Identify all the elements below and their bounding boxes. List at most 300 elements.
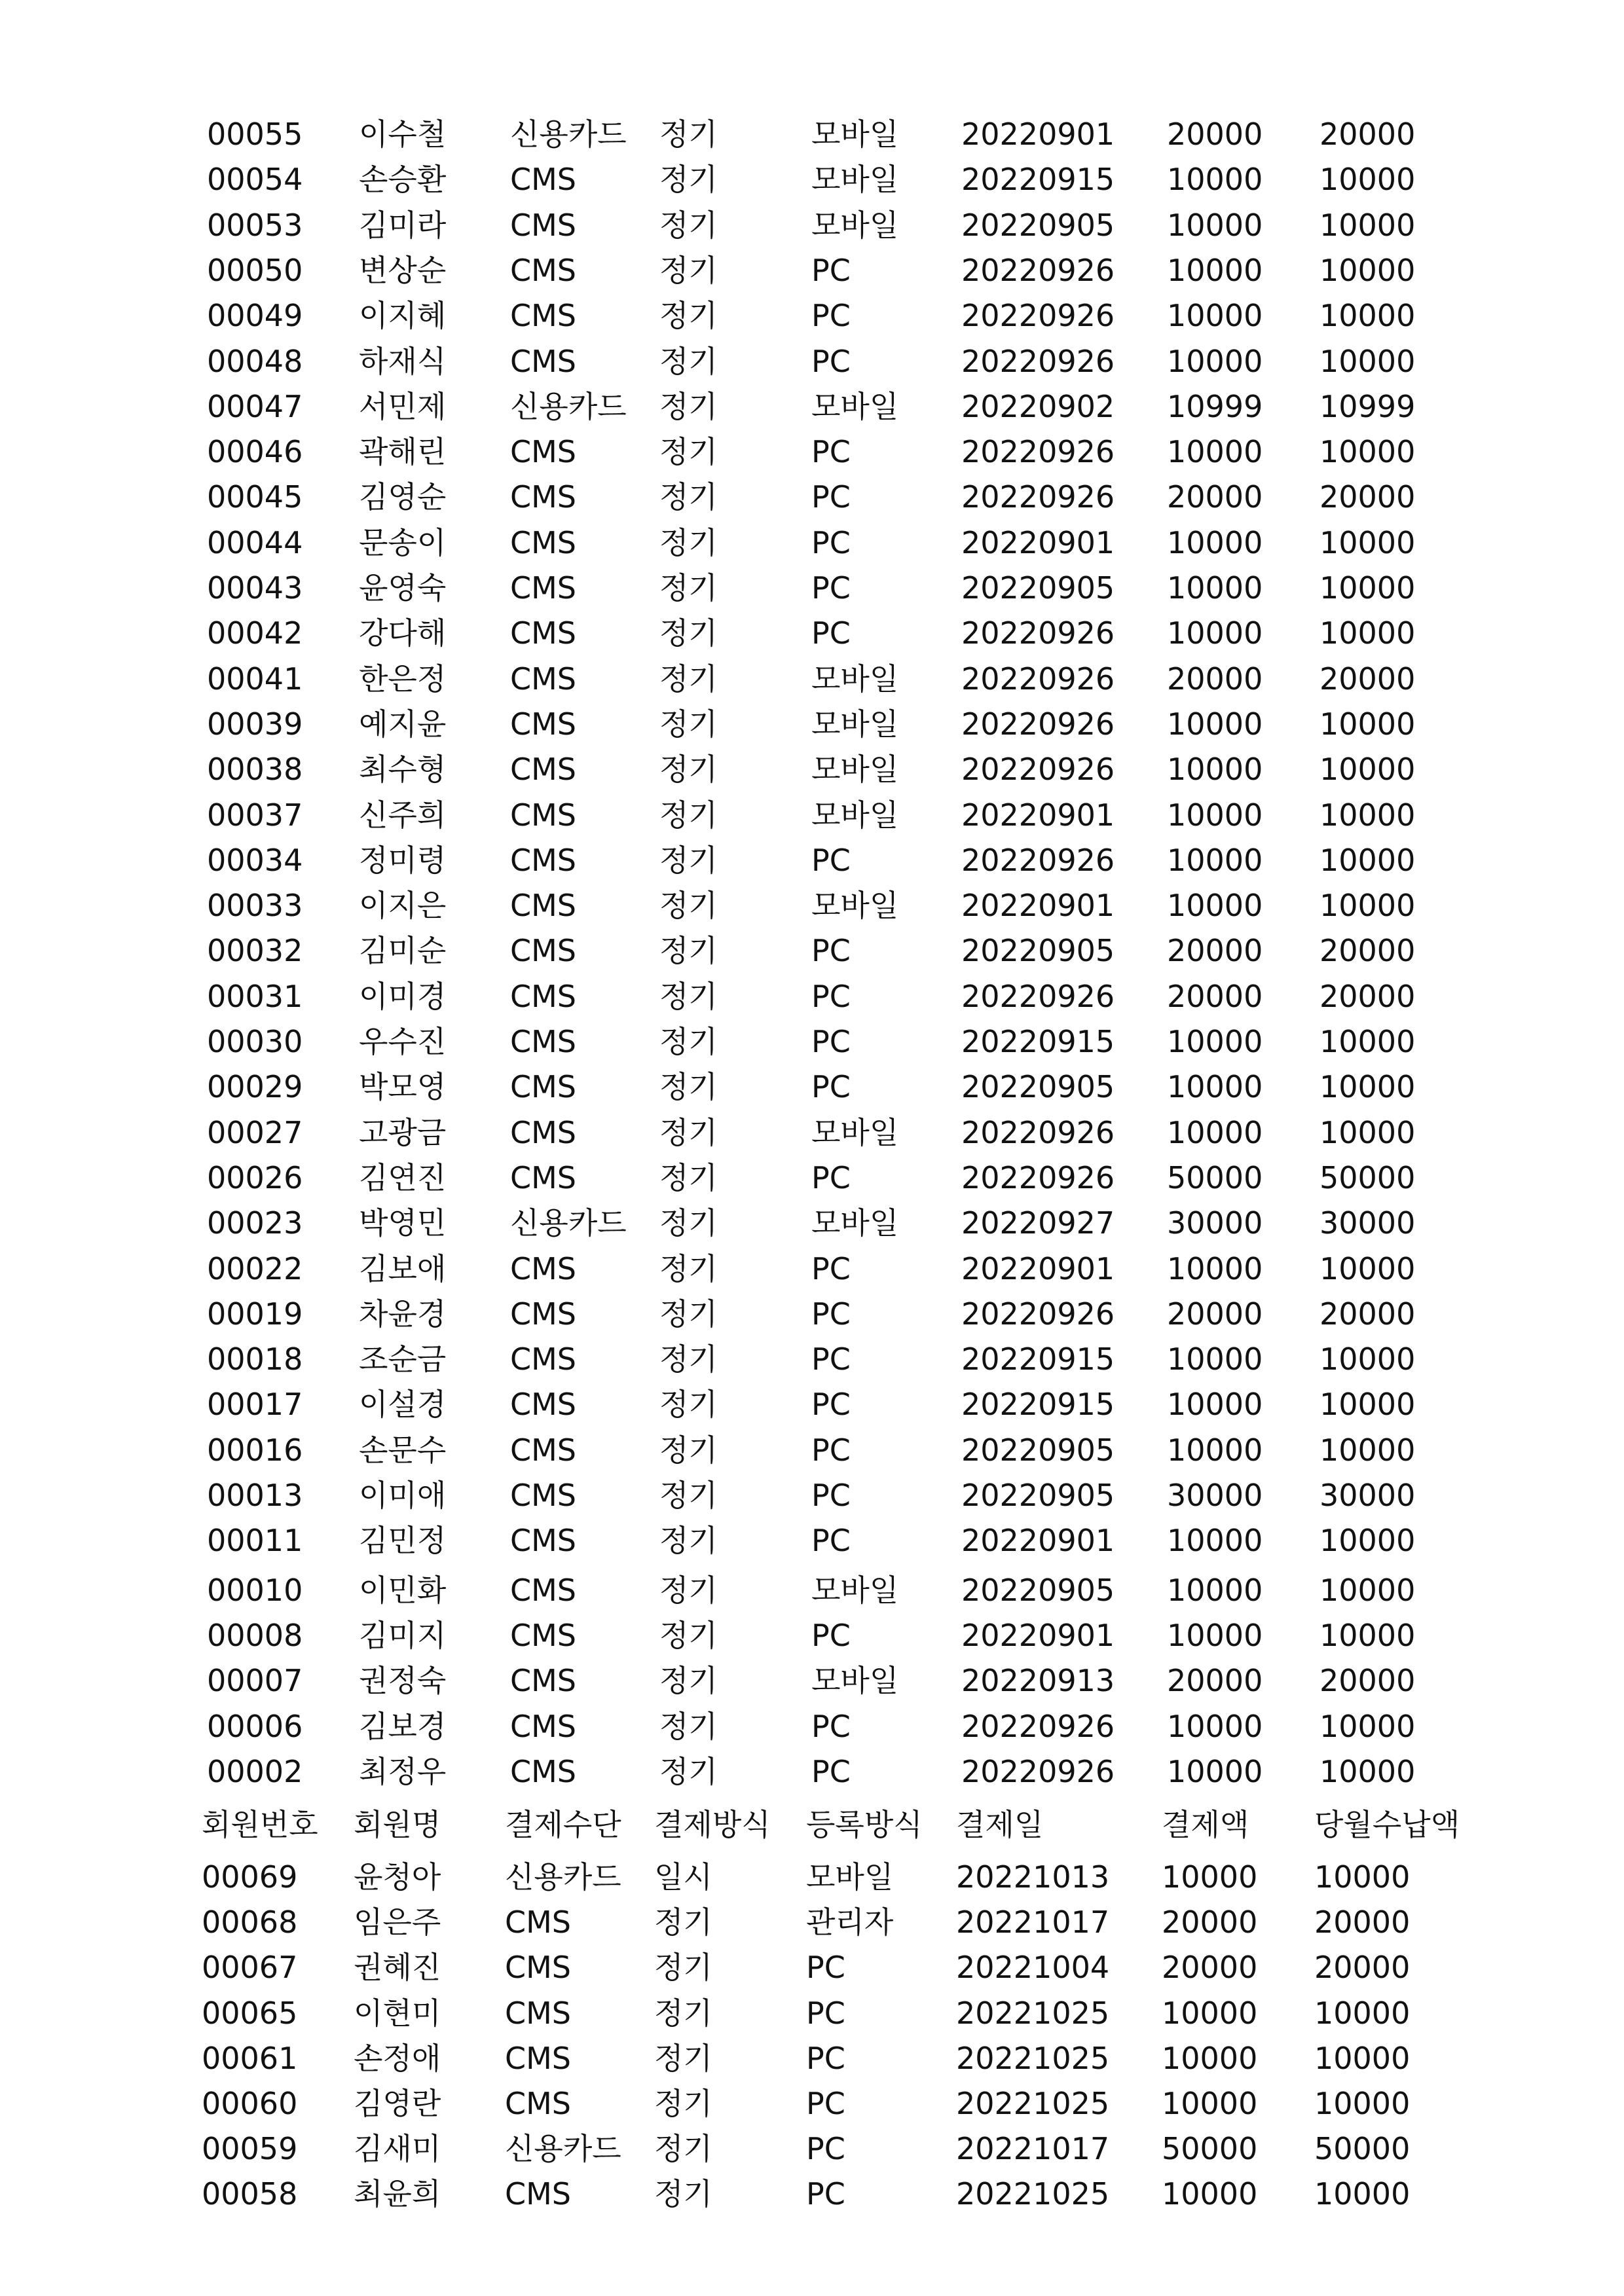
registration-method-cell: PC [811, 1251, 851, 1286]
payment-means-cell: CMS [510, 752, 577, 787]
payment-type-cell: 정기 [659, 1754, 718, 1789]
payment-amount-cell: 30000 [1167, 1478, 1263, 1513]
member-id-cell: 00034 [207, 843, 303, 878]
payment-amount-cell: 10000 [1162, 1859, 1258, 1895]
table-row [0, 792, 1624, 838]
payment-type-cell: 정기 [659, 1069, 718, 1104]
payment-date-cell: 20220926 [961, 434, 1115, 469]
payment-date-cell: 20220926 [961, 1296, 1115, 1332]
member-id-cell: 00018 [207, 1341, 303, 1377]
member-name-cell: 임은주 [354, 1904, 441, 1940]
registration-method-cell: 모바일 [811, 706, 899, 742]
payment-amount-cell: 10000 [1167, 752, 1263, 787]
member-id-cell: 00019 [207, 1296, 303, 1332]
payment-amount-cell: 10000 [1167, 208, 1263, 243]
member-name-cell: 김미지 [359, 1618, 447, 1653]
month-paid-amount-cell: 10000 [1320, 752, 1416, 787]
table-row [0, 1200, 1624, 1246]
payment-date-cell: 20221017 [956, 2131, 1110, 2166]
table-row [0, 1658, 1624, 1704]
header-registration-method-cell: 등록방식 [806, 1807, 923, 1842]
payment-date-cell: 20220926 [961, 752, 1115, 787]
member-name-cell: 이수철 [359, 117, 447, 152]
payment-date-cell: 20220902 [961, 389, 1115, 424]
payment-means-cell: 신용카드 [505, 2131, 621, 2166]
payment-date-cell: 20220926 [961, 1709, 1115, 1744]
registration-method-cell: PC [806, 1995, 845, 2031]
registration-method-cell: PC [811, 1754, 851, 1789]
payment-means-cell: CMS [510, 888, 577, 923]
payment-means-cell: CMS [510, 1573, 577, 1608]
payment-means-cell: CMS [505, 1904, 572, 1940]
payment-type-cell: 정기 [654, 2086, 712, 2121]
table-row [0, 1613, 1624, 1658]
payment-date-cell: 20220901 [961, 797, 1115, 833]
payment-amount-cell: 10000 [1167, 1341, 1263, 1377]
header-member-name-cell: 회원명 [354, 1807, 441, 1842]
payment-amount-cell: 10000 [1167, 1573, 1263, 1608]
member-id-cell: 00041 [207, 661, 303, 697]
member-name-cell: 최정우 [359, 1754, 447, 1789]
member-name-cell: 차윤경 [359, 1296, 447, 1332]
payment-amount-cell: 10000 [1167, 1069, 1263, 1104]
payment-date-cell: 20221025 [956, 1995, 1110, 2031]
table-row [0, 837, 1624, 883]
month-paid-amount-cell: 10000 [1314, 2176, 1411, 2212]
table-header-row [0, 1802, 1624, 1848]
payment-means-cell: CMS [510, 1618, 577, 1653]
payment-type-cell: 정기 [659, 117, 718, 152]
payment-means-cell: CMS [510, 1432, 577, 1468]
payment-type-cell: 정기 [659, 525, 718, 560]
payment-means-cell: CMS [510, 979, 577, 1014]
payment-type-cell: 정기 [659, 706, 718, 742]
member-name-cell: 한은정 [359, 661, 447, 697]
month-paid-amount-cell: 10000 [1320, 1069, 1416, 1104]
registration-method-cell: PC [811, 298, 851, 333]
payment-type-cell: 정기 [659, 752, 718, 787]
payment-type-cell: 정기 [654, 2131, 712, 2166]
payment-amount-cell: 10000 [1167, 1387, 1263, 1422]
month-paid-amount-cell: 10000 [1320, 1341, 1416, 1377]
payment-means-cell: CMS [510, 208, 577, 243]
registration-method-cell: PC [811, 434, 851, 469]
table-row [0, 2171, 1624, 2217]
payment-date-cell: 20220901 [961, 525, 1115, 560]
month-paid-amount-cell: 10000 [1320, 570, 1416, 606]
member-name-cell: 윤영숙 [359, 570, 447, 606]
member-id-cell: 00058 [202, 2176, 298, 2212]
payment-amount-cell: 10000 [1162, 2041, 1258, 2076]
member-name-cell: 이지은 [359, 888, 447, 923]
payment-amount-cell: 10000 [1167, 570, 1263, 606]
member-id-cell: 00010 [207, 1573, 303, 1608]
member-id-cell: 00011 [207, 1523, 303, 1558]
payment-date-cell: 20220901 [961, 117, 1115, 152]
table-row [0, 1427, 1624, 1473]
payment-amount-cell: 10000 [1167, 1115, 1263, 1150]
payment-amount-cell: 10000 [1167, 434, 1263, 469]
payment-amount-cell: 10000 [1167, 1251, 1263, 1286]
registration-method-cell: 모바일 [811, 752, 899, 787]
member-id-cell: 00008 [207, 1618, 303, 1653]
payment-means-cell: CMS [510, 1160, 577, 1195]
member-name-cell: 김미순 [359, 933, 447, 968]
payment-type-cell: 정기 [659, 479, 718, 515]
payment-means-cell: CMS [510, 1387, 577, 1422]
month-paid-amount-cell: 30000 [1320, 1205, 1416, 1241]
member-name-cell: 김미라 [359, 208, 447, 243]
payment-amount-cell: 10000 [1167, 615, 1263, 651]
table-row [0, 1291, 1624, 1337]
registration-method-cell: 모바일 [811, 389, 899, 424]
payment-date-cell: 20220927 [961, 1205, 1115, 1241]
month-paid-amount-cell: 10000 [1320, 888, 1416, 923]
table-row [0, 1381, 1624, 1427]
member-id-cell: 00044 [207, 525, 303, 560]
payment-type-cell: 정기 [659, 1709, 718, 1744]
payment-amount-cell: 10000 [1167, 706, 1263, 742]
table-row [0, 2126, 1624, 2172]
payment-means-cell: CMS [510, 1115, 577, 1150]
payment-means-cell: CMS [510, 797, 577, 833]
payment-means-cell: CMS [505, 1950, 572, 1985]
member-id-cell: 00059 [202, 2131, 298, 2166]
payment-date-cell: 20220913 [961, 1663, 1115, 1698]
payment-amount-cell: 10000 [1167, 162, 1263, 197]
payment-amount-cell: 50000 [1162, 2131, 1258, 2166]
payment-amount-cell: 20000 [1167, 979, 1263, 1014]
registration-method-cell: PC [811, 479, 851, 515]
payment-means-cell: CMS [510, 933, 577, 968]
payment-date-cell: 20220926 [961, 843, 1115, 878]
registration-method-cell: PC [811, 1478, 851, 1513]
payment-means-cell: CMS [505, 1995, 572, 2031]
registration-method-cell: PC [811, 933, 851, 968]
member-id-cell: 00037 [207, 797, 303, 833]
payment-means-cell: CMS [510, 479, 577, 515]
member-name-cell: 박영민 [359, 1205, 447, 1241]
payment-type-cell: 정기 [659, 1115, 718, 1150]
registration-method-cell: 모바일 [811, 888, 899, 923]
payment-amount-cell: 10000 [1167, 797, 1263, 833]
table-row [0, 1155, 1624, 1201]
table-row [0, 701, 1624, 747]
member-name-cell: 이현미 [354, 1995, 441, 2031]
payment-amount-cell: 10000 [1167, 344, 1263, 379]
member-name-cell: 우수진 [359, 1024, 447, 1059]
table-row [0, 1899, 1624, 1945]
payment-date-cell: 20221017 [956, 1904, 1110, 1940]
payment-type-cell: 정기 [659, 298, 718, 333]
member-id-cell: 00065 [202, 1995, 298, 2031]
member-name-cell: 이민화 [359, 1573, 447, 1608]
payment-means-cell: CMS [510, 344, 577, 379]
table-row [0, 565, 1624, 611]
table-row [0, 883, 1624, 928]
table-row [0, 293, 1624, 338]
registration-method-cell: PC [811, 979, 851, 1014]
registration-method-cell: PC [811, 1709, 851, 1744]
month-paid-amount-cell: 50000 [1314, 2131, 1411, 2166]
payment-amount-cell: 10000 [1162, 2176, 1258, 2212]
month-paid-amount-cell: 20000 [1320, 661, 1416, 697]
payment-means-cell: CMS [510, 1478, 577, 1513]
payment-amount-cell: 10000 [1162, 1995, 1258, 2031]
table-row [0, 2035, 1624, 2081]
member-id-cell: 00027 [207, 1115, 303, 1150]
member-id-cell: 00054 [207, 162, 303, 197]
member-name-cell: 김영란 [354, 2086, 441, 2121]
member-id-cell: 00032 [207, 933, 303, 968]
payment-date-cell: 20220905 [961, 1478, 1115, 1513]
month-paid-amount-cell: 20000 [1320, 1663, 1416, 1698]
payment-date-cell: 20220926 [961, 1160, 1115, 1195]
table-row [0, 520, 1624, 566]
registration-method-cell: 모바일 [811, 1115, 899, 1150]
month-paid-amount-cell: 20000 [1320, 979, 1416, 1014]
month-paid-amount-cell: 20000 [1320, 479, 1416, 515]
table-row [0, 746, 1624, 792]
registration-method-cell: PC [811, 615, 851, 651]
member-name-cell: 신주희 [359, 797, 447, 833]
payment-amount-cell: 10000 [1167, 1754, 1263, 1789]
registration-method-cell: PC [811, 1341, 851, 1377]
payment-type-cell: 정기 [659, 1478, 718, 1513]
member-name-cell: 김보애 [359, 1251, 447, 1286]
member-name-cell: 최수형 [359, 752, 447, 787]
member-name-cell: 이지혜 [359, 298, 447, 333]
member-name-cell: 손문수 [359, 1432, 447, 1468]
month-paid-amount-cell: 10000 [1320, 706, 1416, 742]
header-payment-means-cell: 결제수단 [505, 1807, 621, 1842]
table-row [0, 1110, 1624, 1156]
payment-date-cell: 20220915 [961, 1387, 1115, 1422]
payment-date-cell: 20220926 [961, 1115, 1115, 1150]
payment-means-cell: CMS [505, 2176, 572, 2212]
month-paid-amount-cell: 10000 [1320, 162, 1416, 197]
payment-amount-cell: 10000 [1162, 2086, 1258, 2121]
member-id-cell: 00026 [207, 1160, 303, 1195]
month-paid-amount-cell: 10000 [1320, 797, 1416, 833]
payment-amount-cell: 20000 [1162, 1950, 1258, 1985]
payment-date-cell: 20220926 [961, 979, 1115, 1014]
member-name-cell: 서민제 [359, 389, 447, 424]
registration-method-cell: 모바일 [811, 797, 899, 833]
payment-type-cell: 정기 [654, 2176, 712, 2212]
member-name-cell: 곽해린 [359, 434, 447, 469]
payment-date-cell: 20220901 [961, 888, 1115, 923]
payment-means-cell: 신용카드 [510, 117, 627, 152]
table-row [0, 656, 1624, 702]
payment-type-cell: 정기 [659, 615, 718, 651]
payment-type-cell: 정기 [659, 344, 718, 379]
payment-amount-cell: 20000 [1167, 1296, 1263, 1332]
payment-type-cell: 정기 [659, 570, 718, 606]
payment-amount-cell: 20000 [1167, 933, 1263, 968]
member-name-cell: 권혜진 [354, 1950, 441, 1985]
payment-type-cell: 정기 [659, 1573, 718, 1608]
month-paid-amount-cell: 20000 [1320, 1296, 1416, 1332]
registration-method-cell: 모바일 [811, 117, 899, 152]
member-name-cell: 이미경 [359, 979, 447, 1014]
registration-method-cell: PC [811, 525, 851, 560]
member-name-cell: 조순금 [359, 1341, 447, 1377]
registration-method-cell: PC [811, 1296, 851, 1332]
month-paid-amount-cell: 20000 [1320, 933, 1416, 968]
payment-type-cell: 정기 [659, 979, 718, 1014]
payment-means-cell: CMS [510, 706, 577, 742]
month-paid-amount-cell: 10000 [1320, 1387, 1416, 1422]
header-member-id-cell: 회원번호 [202, 1807, 318, 1842]
month-paid-amount-cell: 10000 [1320, 344, 1416, 379]
payment-amount-cell: 10000 [1167, 843, 1263, 878]
payment-type-cell: 정기 [654, 1904, 712, 1940]
member-name-cell: 이미애 [359, 1478, 447, 1513]
payment-amount-cell: 20000 [1167, 479, 1263, 515]
payment-type-cell: 정기 [654, 2041, 712, 2076]
payment-type-cell: 정기 [659, 1341, 718, 1377]
registration-method-cell: PC [811, 1160, 851, 1195]
payment-means-cell: CMS [510, 1251, 577, 1286]
registration-method-cell: PC [806, 2131, 845, 2166]
month-paid-amount-cell: 50000 [1320, 1160, 1416, 1195]
payment-type-cell: 정기 [659, 797, 718, 833]
payment-means-cell: CMS [510, 843, 577, 878]
table-row [0, 1990, 1624, 2036]
month-paid-amount-cell: 20000 [1314, 1950, 1411, 1985]
payment-amount-cell: 50000 [1167, 1160, 1263, 1195]
member-name-cell: 윤청아 [354, 1859, 441, 1895]
payment-means-cell: CMS [510, 661, 577, 697]
payment-amount-cell: 10000 [1167, 525, 1263, 560]
payment-type-cell: 정기 [659, 1296, 718, 1332]
registration-method-cell: PC [806, 2041, 845, 2076]
payment-amount-cell: 10000 [1167, 888, 1263, 923]
payment-date-cell: 20221025 [956, 2086, 1110, 2121]
member-name-cell: 김연진 [359, 1160, 447, 1195]
month-paid-amount-cell: 10000 [1314, 2086, 1411, 2121]
table-row [0, 156, 1624, 202]
payment-type-cell: 정기 [659, 1523, 718, 1558]
month-paid-amount-cell: 10000 [1320, 1523, 1416, 1558]
month-paid-amount-cell: 10000 [1320, 1251, 1416, 1286]
registration-method-cell: 모바일 [811, 661, 899, 697]
member-id-cell: 00060 [202, 2086, 298, 2121]
member-name-cell: 김새미 [354, 2131, 441, 2166]
member-name-cell: 이설경 [359, 1387, 447, 1422]
member-name-cell: 최윤희 [354, 2176, 441, 2212]
table-row [0, 974, 1624, 1019]
payment-type-cell: 정기 [659, 1251, 718, 1286]
month-paid-amount-cell: 10000 [1320, 1573, 1416, 1608]
member-name-cell: 강다해 [359, 615, 447, 651]
registration-method-cell: PC [811, 1387, 851, 1422]
payment-type-cell: 정기 [659, 1160, 718, 1195]
table-row [0, 1704, 1624, 1749]
table-row [0, 474, 1624, 520]
payment-date-cell: 20220905 [961, 1432, 1115, 1468]
month-paid-amount-cell: 10000 [1320, 253, 1416, 288]
header-month-paid-amount-cell: 당월수납액 [1314, 1807, 1460, 1842]
registration-method-cell: 모바일 [811, 1663, 899, 1698]
member-name-cell: 김영순 [359, 479, 447, 515]
payment-type-cell: 일시 [654, 1859, 712, 1895]
month-paid-amount-cell: 10000 [1320, 434, 1416, 469]
payment-amount-cell: 10000 [1167, 1618, 1263, 1653]
member-id-cell: 00002 [207, 1754, 303, 1789]
payment-type-cell: 정기 [659, 389, 718, 424]
table-row [0, 2081, 1624, 2126]
payment-amount-cell: 10000 [1167, 1432, 1263, 1468]
month-paid-amount-cell: 10000 [1314, 2041, 1411, 2076]
member-id-cell: 00030 [207, 1024, 303, 1059]
member-id-cell: 00047 [207, 389, 303, 424]
member-id-cell: 00053 [207, 208, 303, 243]
member-id-cell: 00007 [207, 1663, 303, 1698]
payment-means-cell: 신용카드 [510, 1205, 627, 1241]
table-row [0, 1246, 1624, 1292]
payment-type-cell: 정기 [659, 1205, 718, 1241]
payment-date-cell: 20220926 [961, 479, 1115, 515]
payment-means-cell: CMS [510, 570, 577, 606]
member-id-cell: 00042 [207, 615, 303, 651]
month-paid-amount-cell: 10000 [1320, 615, 1416, 651]
registration-method-cell: PC [811, 253, 851, 288]
month-paid-amount-cell: 20000 [1320, 117, 1416, 152]
registration-method-cell: 모바일 [811, 1573, 899, 1608]
header-payment-type-cell: 결제방식 [654, 1807, 771, 1842]
member-id-cell: 00033 [207, 888, 303, 923]
payment-means-cell: CMS [510, 298, 577, 333]
payment-date-cell: 20221004 [956, 1950, 1110, 1985]
payment-type-cell: 정기 [659, 434, 718, 469]
member-name-cell: 권정숙 [359, 1663, 447, 1698]
payment-amount-cell: 10000 [1167, 298, 1263, 333]
member-name-cell: 문송이 [359, 525, 447, 560]
member-id-cell: 00039 [207, 706, 303, 742]
payment-means-cell: CMS [510, 1069, 577, 1104]
member-id-cell: 00017 [207, 1387, 303, 1422]
payment-date-cell: 20220915 [961, 162, 1115, 197]
member-name-cell: 변상순 [359, 253, 447, 288]
table-row [0, 202, 1624, 248]
payment-date-cell: 20220926 [961, 1754, 1115, 1789]
payment-date-cell: 20220926 [961, 344, 1115, 379]
member-name-cell: 하재식 [359, 344, 447, 379]
registration-method-cell: PC [811, 1024, 851, 1059]
registration-method-cell: 모바일 [811, 208, 899, 243]
month-paid-amount-cell: 10000 [1320, 525, 1416, 560]
payment-means-cell: CMS [510, 615, 577, 651]
registration-method-cell: PC [811, 1069, 851, 1104]
payment-date-cell: 20220926 [961, 706, 1115, 742]
payment-type-cell: 정기 [659, 661, 718, 697]
payment-amount-cell: 20000 [1167, 661, 1263, 697]
member-id-cell: 00055 [207, 117, 303, 152]
payment-type-cell: 정기 [659, 1663, 718, 1698]
payment-means-cell: CMS [510, 525, 577, 560]
member-id-cell: 00006 [207, 1709, 303, 1744]
month-paid-amount-cell: 10000 [1320, 1432, 1416, 1468]
payment-type-cell: 정기 [659, 1387, 718, 1422]
payment-date-cell: 20220915 [961, 1024, 1115, 1059]
month-paid-amount-cell: 10000 [1320, 1024, 1416, 1059]
table-row [0, 429, 1624, 475]
payment-date-cell: 20220901 [961, 1618, 1115, 1653]
payment-amount-cell: 10000 [1167, 253, 1263, 288]
table-row [0, 111, 1624, 157]
